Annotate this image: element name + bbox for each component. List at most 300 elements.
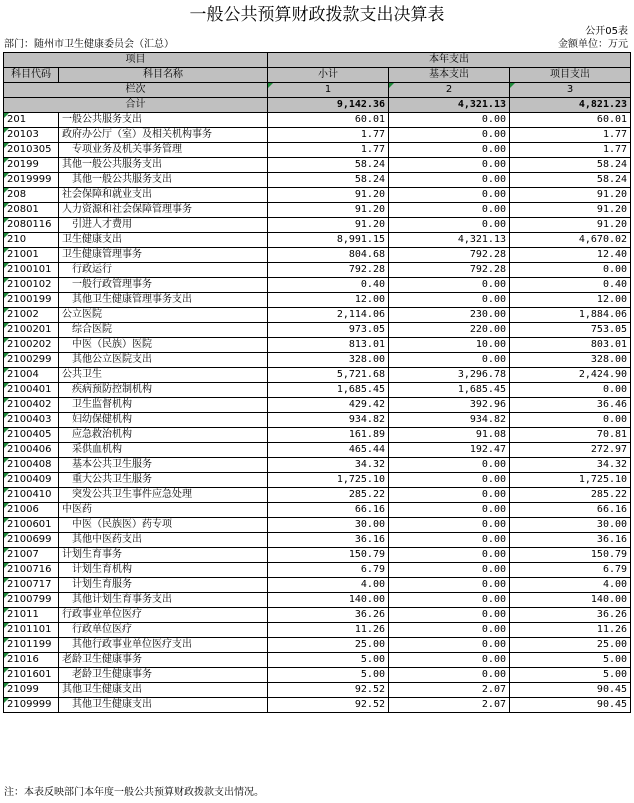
row-code xyxy=(4,338,59,353)
cell-marker-icon xyxy=(389,83,394,88)
row-project: 12.40 xyxy=(510,248,631,263)
department-label: 部门：随州市卫生健康委员会（汇总） xyxy=(4,39,174,50)
cell-marker-icon xyxy=(510,83,515,88)
header-basic: 基本支出 xyxy=(389,68,510,83)
row-basic: 0.00 xyxy=(389,128,510,143)
row-code-text: 2109999 xyxy=(7,699,52,710)
table-row xyxy=(4,578,631,593)
cell-marker-icon xyxy=(4,263,9,268)
row-code-text: 2080116 xyxy=(7,219,52,230)
row-project: 36.26 xyxy=(510,608,631,623)
header-col-3 xyxy=(510,83,631,98)
row-name: 社会保障和就业支出 xyxy=(59,188,268,203)
table-row xyxy=(4,128,631,143)
table-row xyxy=(4,473,631,488)
row-code-text: 2100403 xyxy=(7,414,52,425)
row-subtotal: 465.44 xyxy=(268,443,389,458)
row-name: 行政单位医疗 xyxy=(59,623,268,638)
cell-marker-icon xyxy=(4,278,9,283)
row-name: 老龄卫生健康事务 xyxy=(59,668,268,683)
row-project: 36.46 xyxy=(510,398,631,413)
row-name: 中医（民族）医院 xyxy=(59,338,268,353)
row-code xyxy=(4,698,59,713)
row-basic: 230.00 xyxy=(389,308,510,323)
header-column-label: 栏次 xyxy=(4,83,268,98)
row-code xyxy=(4,308,59,323)
row-basic: 0.00 xyxy=(389,488,510,503)
header-item: 项目 xyxy=(4,53,268,68)
row-code-text: 21004 xyxy=(7,369,39,380)
expenditure-table xyxy=(3,52,631,713)
table-row xyxy=(4,428,631,443)
row-project: 30.00 xyxy=(510,518,631,533)
row-subtotal: 6.79 xyxy=(268,563,389,578)
row-name: 卫生健康支出 xyxy=(59,233,268,248)
row-code-text: 2019999 xyxy=(7,174,52,185)
row-basic: 0.00 xyxy=(389,548,510,563)
row-project: 1,725.10 xyxy=(510,473,631,488)
table-row xyxy=(4,383,631,398)
row-name: 公立医院 xyxy=(59,308,268,323)
cell-marker-icon xyxy=(4,158,9,163)
row-name: 其他一般公共服务支出 xyxy=(59,173,268,188)
cell-marker-icon xyxy=(4,563,9,568)
cell-marker-icon xyxy=(4,518,9,523)
row-code-text: 20199 xyxy=(7,159,39,170)
header-project: 项目支出 xyxy=(510,68,631,83)
row-code xyxy=(4,278,59,293)
cell-marker-icon xyxy=(4,503,9,508)
row-name: 卫生健康管理事务 xyxy=(59,248,268,263)
row-basic: 0.00 xyxy=(389,173,510,188)
row-name: 公共卫生 xyxy=(59,368,268,383)
table-row xyxy=(4,353,631,368)
row-project: 753.05 xyxy=(510,323,631,338)
row-code-text: 2101199 xyxy=(7,639,52,650)
row-basic: 91.08 xyxy=(389,428,510,443)
row-project: 0.40 xyxy=(510,278,631,293)
row-code xyxy=(4,623,59,638)
row-project: 91.20 xyxy=(510,218,631,233)
row-code xyxy=(4,488,59,503)
row-code-text: 2100202 xyxy=(7,339,52,350)
row-subtotal: 429.42 xyxy=(268,398,389,413)
cell-marker-icon xyxy=(4,293,9,298)
row-basic: 0.00 xyxy=(389,593,510,608)
row-code xyxy=(4,668,59,683)
row-code xyxy=(4,113,59,128)
row-name: 其他卫生健康支出 xyxy=(59,698,268,713)
cell-marker-icon xyxy=(4,188,9,193)
table-row xyxy=(4,323,631,338)
table-row xyxy=(4,443,631,458)
row-name: 行政事业单位医疗 xyxy=(59,608,268,623)
cell-marker-icon xyxy=(4,233,9,238)
cell-marker-icon xyxy=(4,698,9,703)
row-name: 中医（民族医）药专项 xyxy=(59,518,268,533)
row-project: 6.79 xyxy=(510,563,631,578)
row-project: 1.77 xyxy=(510,143,631,158)
row-code xyxy=(4,473,59,488)
row-basic: 0.00 xyxy=(389,158,510,173)
row-basic: 0.00 xyxy=(389,563,510,578)
header-subtotal: 小计 xyxy=(268,68,389,83)
row-code-text: 2100299 xyxy=(7,354,52,365)
row-code-text: 2100716 xyxy=(7,564,52,575)
col-number: 2 xyxy=(445,84,453,95)
table-row xyxy=(4,233,631,248)
row-project: 1,884.06 xyxy=(510,308,631,323)
row-basic: 0.00 xyxy=(389,203,510,218)
row-subtotal: 12.00 xyxy=(268,293,389,308)
row-name: 中医药 xyxy=(59,503,268,518)
table-row xyxy=(4,413,631,428)
table-row xyxy=(4,638,631,653)
row-subtotal: 934.82 xyxy=(268,413,389,428)
row-subtotal: 5.00 xyxy=(268,653,389,668)
cell-marker-icon xyxy=(4,473,9,478)
unit-label: 金额单位：万元 xyxy=(558,39,628,50)
row-code xyxy=(4,158,59,173)
row-code-text: 20103 xyxy=(7,129,39,140)
row-code-text: 2100402 xyxy=(7,399,52,410)
row-project: 36.16 xyxy=(510,533,631,548)
cell-marker-icon xyxy=(4,428,9,433)
row-code xyxy=(4,533,59,548)
row-basic: 0.00 xyxy=(389,113,510,128)
cell-marker-icon xyxy=(4,323,9,328)
row-name: 其他计划生育事务支出 xyxy=(59,593,268,608)
header-name: 科目名称 xyxy=(59,68,268,83)
row-subtotal: 150.79 xyxy=(268,548,389,563)
row-code xyxy=(4,683,59,698)
footnote: 注：本表反映部门本年度一般公共预算财政拨款支出情况。 xyxy=(4,787,264,798)
table-row xyxy=(4,218,631,233)
row-basic: 0.00 xyxy=(389,353,510,368)
cell-marker-icon xyxy=(4,638,9,643)
row-subtotal: 91.20 xyxy=(268,203,389,218)
row-code-text: 2100405 xyxy=(7,429,52,440)
row-subtotal: 92.52 xyxy=(268,683,389,698)
row-code xyxy=(4,503,59,518)
row-name: 其他公立医院支出 xyxy=(59,353,268,368)
cell-marker-icon xyxy=(4,338,9,343)
row-name: 计划生育服务 xyxy=(59,578,268,593)
table-row xyxy=(4,158,631,173)
cell-marker-icon xyxy=(4,668,9,673)
cell-marker-icon xyxy=(4,143,9,148)
row-project: 803.01 xyxy=(510,338,631,353)
header-code: 科目代码 xyxy=(4,68,59,83)
table-row xyxy=(4,563,631,578)
row-subtotal: 973.05 xyxy=(268,323,389,338)
row-name: 突发公共卫生事件应急处理 xyxy=(59,488,268,503)
row-subtotal: 792.28 xyxy=(268,263,389,278)
row-code-text: 2100799 xyxy=(7,594,52,605)
row-basic: 392.96 xyxy=(389,398,510,413)
cell-marker-icon xyxy=(4,353,9,358)
row-subtotal: 1,725.10 xyxy=(268,473,389,488)
row-code xyxy=(4,218,59,233)
cell-marker-icon xyxy=(4,458,9,463)
cell-marker-icon xyxy=(4,443,9,448)
row-project: 25.00 xyxy=(510,638,631,653)
row-project: 90.45 xyxy=(510,698,631,713)
row-project: 0.00 xyxy=(510,383,631,398)
total-subtotal: 9,142.36 xyxy=(268,98,389,113)
cell-marker-icon xyxy=(4,248,9,253)
col-number: 3 xyxy=(566,84,574,95)
row-code-text: 2100409 xyxy=(7,474,52,485)
row-basic: 0.00 xyxy=(389,293,510,308)
row-basic: 1,685.45 xyxy=(389,383,510,398)
row-name: 人力资源和社会保障管理事务 xyxy=(59,203,268,218)
row-basic: 0.00 xyxy=(389,653,510,668)
row-code-text: 210 xyxy=(7,234,27,245)
row-code xyxy=(4,518,59,533)
cell-marker-icon xyxy=(4,608,9,613)
row-subtotal: 1.77 xyxy=(268,143,389,158)
row-name: 应急救治机构 xyxy=(59,428,268,443)
row-subtotal: 328.00 xyxy=(268,353,389,368)
row-name: 重大公共卫生服务 xyxy=(59,473,268,488)
row-code-text: 2100699 xyxy=(7,534,52,545)
row-subtotal: 34.32 xyxy=(268,458,389,473)
row-subtotal: 4.00 xyxy=(268,578,389,593)
total-label: 合计 xyxy=(4,98,268,113)
header-col-2 xyxy=(389,83,510,98)
row-code xyxy=(4,368,59,383)
row-project: 0.00 xyxy=(510,413,631,428)
row-project: 1.77 xyxy=(510,128,631,143)
cell-marker-icon xyxy=(4,308,9,313)
row-project: 4,670.02 xyxy=(510,233,631,248)
row-code xyxy=(4,248,59,263)
table-row xyxy=(4,668,631,683)
total-project: 4,821.23 xyxy=(510,98,631,113)
row-basic: 0.00 xyxy=(389,278,510,293)
cell-marker-icon xyxy=(4,593,9,598)
row-project: 91.20 xyxy=(510,188,631,203)
row-project: 91.20 xyxy=(510,203,631,218)
row-basic: 4,321.13 xyxy=(389,233,510,248)
cell-marker-icon xyxy=(4,368,9,373)
row-name: 专项业务及机关事务管理 xyxy=(59,143,268,158)
row-name: 其他卫生健康管理事务支出 xyxy=(59,293,268,308)
table-row xyxy=(4,173,631,188)
row-code-text: 2100410 xyxy=(7,489,52,500)
row-project: 58.24 xyxy=(510,158,631,173)
row-code xyxy=(4,233,59,248)
table-row xyxy=(4,263,631,278)
row-code xyxy=(4,143,59,158)
row-project: 34.32 xyxy=(510,458,631,473)
row-subtotal: 91.20 xyxy=(268,188,389,203)
row-code xyxy=(4,203,59,218)
row-code xyxy=(4,293,59,308)
cell-marker-icon xyxy=(268,83,273,88)
row-code xyxy=(4,128,59,143)
cell-marker-icon xyxy=(4,488,9,493)
table-row xyxy=(4,278,631,293)
table-row xyxy=(4,488,631,503)
row-name: 政府办公厅（室）及相关机构事务 xyxy=(59,128,268,143)
table-row xyxy=(4,458,631,473)
row-basic: 0.00 xyxy=(389,188,510,203)
row-subtotal: 161.89 xyxy=(268,428,389,443)
table-row xyxy=(4,293,631,308)
header-current-year: 本年支出 xyxy=(268,53,631,68)
row-code-text: 21016 xyxy=(7,654,39,665)
cell-marker-icon xyxy=(4,383,9,388)
table-row xyxy=(4,608,631,623)
row-code xyxy=(4,188,59,203)
row-code-text: 21007 xyxy=(7,549,39,560)
row-code xyxy=(4,608,59,623)
total-basic: 4,321.13 xyxy=(389,98,510,113)
row-subtotal: 25.00 xyxy=(268,638,389,653)
row-basic: 0.00 xyxy=(389,143,510,158)
row-name: 其他中医药支出 xyxy=(59,533,268,548)
row-code xyxy=(4,323,59,338)
row-project: 2,424.90 xyxy=(510,368,631,383)
row-project: 285.22 xyxy=(510,488,631,503)
cell-marker-icon xyxy=(4,683,9,688)
table-row xyxy=(4,698,631,713)
row-basic: 0.00 xyxy=(389,503,510,518)
row-subtotal: 813.01 xyxy=(268,338,389,353)
cell-marker-icon xyxy=(4,113,9,118)
row-project: 66.16 xyxy=(510,503,631,518)
table-row xyxy=(4,203,631,218)
table-row xyxy=(4,653,631,668)
table-row xyxy=(4,623,631,638)
row-subtotal: 804.68 xyxy=(268,248,389,263)
row-basic: 0.00 xyxy=(389,473,510,488)
row-project: 90.45 xyxy=(510,683,631,698)
row-code-text: 2010305 xyxy=(7,144,52,155)
table-row xyxy=(4,143,631,158)
table-row xyxy=(4,398,631,413)
table-row xyxy=(4,593,631,608)
row-name: 计划生育机构 xyxy=(59,563,268,578)
row-basic: 0.00 xyxy=(389,578,510,593)
row-code-text: 2100717 xyxy=(7,579,52,590)
row-code-text: 2100102 xyxy=(7,279,52,290)
row-subtotal: 11.26 xyxy=(268,623,389,638)
row-basic: 792.28 xyxy=(389,263,510,278)
row-subtotal: 0.40 xyxy=(268,278,389,293)
header-col-1 xyxy=(268,83,389,98)
row-project: 0.00 xyxy=(510,263,631,278)
row-basic: 220.00 xyxy=(389,323,510,338)
row-code-text: 2100601 xyxy=(7,519,52,530)
row-name: 其他一般公共服务支出 xyxy=(59,158,268,173)
row-code-text: 2100101 xyxy=(7,264,52,275)
cell-marker-icon xyxy=(4,533,9,538)
cell-marker-icon xyxy=(4,413,9,418)
row-code-text: 2100406 xyxy=(7,444,52,455)
row-code xyxy=(4,593,59,608)
row-subtotal: 58.24 xyxy=(268,173,389,188)
table-row xyxy=(4,248,631,263)
table-row xyxy=(4,188,631,203)
row-project: 5.00 xyxy=(510,653,631,668)
row-code-text: 20801 xyxy=(7,204,39,215)
row-code xyxy=(4,458,59,473)
row-basic: 10.00 xyxy=(389,338,510,353)
cell-marker-icon xyxy=(4,398,9,403)
row-subtotal: 1.77 xyxy=(268,128,389,143)
row-name: 采供血机构 xyxy=(59,443,268,458)
row-name: 计划生育事务 xyxy=(59,548,268,563)
cell-marker-icon xyxy=(4,548,9,553)
row-code-text: 2100201 xyxy=(7,324,52,335)
row-subtotal: 8,991.15 xyxy=(268,233,389,248)
table-row xyxy=(4,503,631,518)
row-basic: 0.00 xyxy=(389,623,510,638)
row-project: 4.00 xyxy=(510,578,631,593)
row-subtotal: 58.24 xyxy=(268,158,389,173)
cell-marker-icon xyxy=(4,623,9,628)
row-code-text: 21001 xyxy=(7,249,39,260)
col-number: 1 xyxy=(324,84,332,95)
row-code xyxy=(4,443,59,458)
row-name: 其他卫生健康支出 xyxy=(59,683,268,698)
row-code xyxy=(4,548,59,563)
row-project: 150.79 xyxy=(510,548,631,563)
table-row xyxy=(4,683,631,698)
row-name: 一般公共服务支出 xyxy=(59,113,268,128)
row-name: 妇幼保健机构 xyxy=(59,413,268,428)
row-subtotal: 60.01 xyxy=(268,113,389,128)
row-subtotal: 36.16 xyxy=(268,533,389,548)
row-name: 引进人才费用 xyxy=(59,218,268,233)
row-name: 行政运行 xyxy=(59,263,268,278)
row-name: 老龄卫生健康事务 xyxy=(59,653,268,668)
row-project: 58.24 xyxy=(510,173,631,188)
row-project: 11.26 xyxy=(510,623,631,638)
row-subtotal: 92.52 xyxy=(268,698,389,713)
row-code xyxy=(4,173,59,188)
row-project: 5.00 xyxy=(510,668,631,683)
row-code-text: 2100401 xyxy=(7,384,52,395)
table-row xyxy=(4,518,631,533)
table-row xyxy=(4,548,631,563)
row-subtotal: 30.00 xyxy=(268,518,389,533)
row-subtotal: 1,685.45 xyxy=(268,383,389,398)
total-row xyxy=(4,98,631,113)
row-basic: 3,296.78 xyxy=(389,368,510,383)
row-subtotal: 36.26 xyxy=(268,608,389,623)
cell-marker-icon xyxy=(4,578,9,583)
row-code-text: 2100408 xyxy=(7,459,52,470)
table-row xyxy=(4,338,631,353)
row-code-text: 21099 xyxy=(7,684,39,695)
form-number: 公开05表 xyxy=(585,26,628,37)
row-project: 272.97 xyxy=(510,443,631,458)
row-code-text: 2101101 xyxy=(7,624,52,635)
row-code xyxy=(4,383,59,398)
row-basic: 792.28 xyxy=(389,248,510,263)
row-code-text: 21002 xyxy=(7,309,39,320)
row-basic: 0.00 xyxy=(389,608,510,623)
row-subtotal: 5.00 xyxy=(268,668,389,683)
row-code xyxy=(4,428,59,443)
row-code-text: 2100199 xyxy=(7,294,52,305)
cell-marker-icon xyxy=(4,218,9,223)
row-name: 疾病预防控制机构 xyxy=(59,383,268,398)
